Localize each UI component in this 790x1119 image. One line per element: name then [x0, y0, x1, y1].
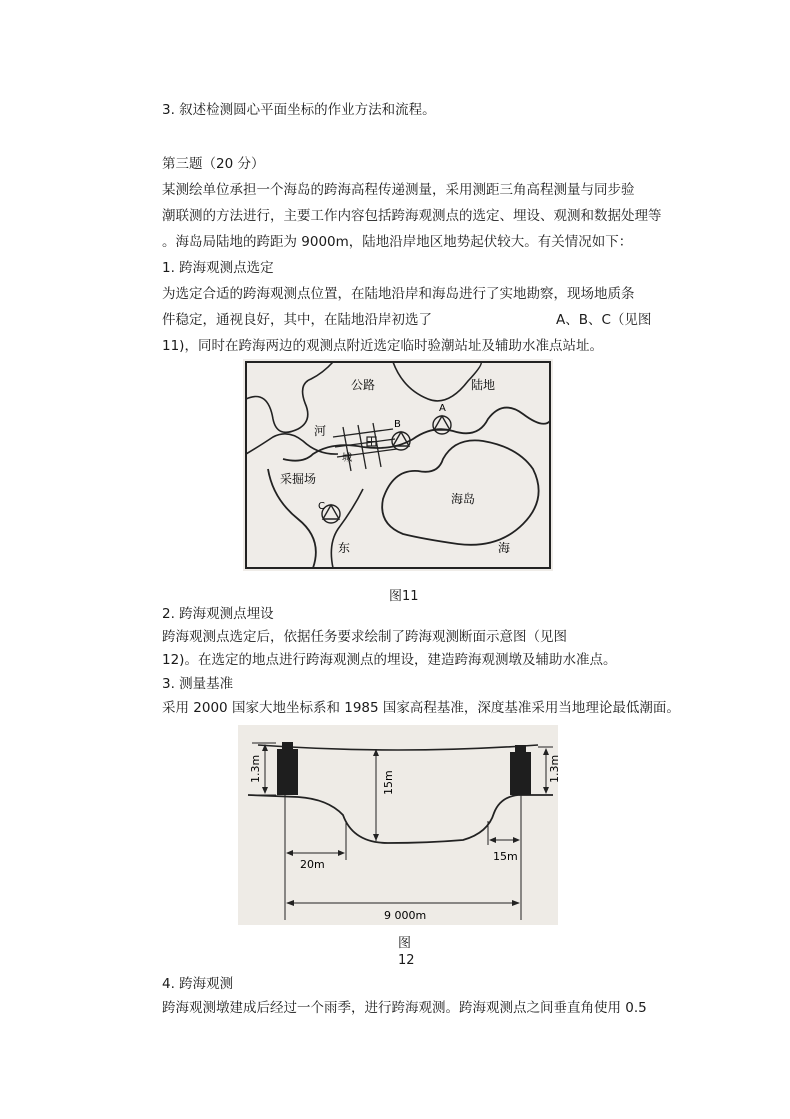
- subsection-1-line-1: 为选定合适的跨海观测点位置，在陆地沿岸和海岛进行了实地勘察，现场地质条: [162, 286, 635, 302]
- left-width-label: 20m: [300, 858, 325, 871]
- intro-line-1: 某测绘单位承担一个海岛的跨海高程传递测量，采用测距三角高程测量与同步验: [162, 182, 635, 198]
- figure-12-section: [238, 725, 561, 925]
- figure-11-map: [243, 359, 553, 571]
- intro-line-3: 。海岛局陆地的跨距为 9000m，陆地沿岸地区地势起伏较大。有关情况如下：: [162, 234, 633, 250]
- map-label-road: 公路: [351, 378, 376, 392]
- map-label-quarry: 采掘场: [280, 472, 317, 486]
- figure-11-caption: 图11: [389, 589, 419, 604]
- map-label-c: C: [318, 501, 325, 512]
- subsection-1-line-3: 11)，同时在跨海两边的观测点附近选定临时验潮站址及辅助水准点站址。: [162, 338, 603, 354]
- map-label-river: 河: [314, 424, 327, 438]
- subsection-2-line-2: 12)。在选定的地点进行跨海观测点的埋设，建造跨海观测墩及辅助水准点。: [162, 652, 617, 668]
- map-label-b: B: [394, 419, 401, 430]
- subsection-1-line-2a: 件稳定，通视良好，其中，在陆地沿岸初选了: [162, 312, 432, 328]
- question-item-3: 3. 叙述检测圆心平面坐标的作业方法和流程。: [162, 102, 436, 118]
- map-label-island: 海岛: [451, 492, 476, 506]
- map-label-town: 城: [342, 453, 352, 464]
- subsection-2-line-1: 跨海观测点选定后，依据任务要求绘制了跨海观测断面示意图（见图: [162, 629, 567, 645]
- figure-12-caption-1: 图: [398, 936, 412, 951]
- left-height-label: 1.3m: [249, 754, 262, 783]
- right-height-label: 1.3m: [548, 754, 561, 783]
- subsection-1-line-2b: A、B、C（见图: [556, 312, 652, 328]
- left-pier: [277, 749, 298, 795]
- subsection-4-title: 4. 跨海观测: [162, 976, 234, 992]
- subsection-3-line-1: 采用 2000 国家大地坐标系和 1985 国家高程基准，深度基准采用当地理论最低潮面。: [162, 700, 680, 716]
- subsection-2-title: 2. 跨海观测点埋设: [162, 606, 274, 622]
- map-label-land: 陆地: [471, 378, 496, 392]
- figure-12-caption-2: 12: [398, 953, 415, 968]
- span-label: 9 000m: [384, 909, 427, 922]
- section-title: 第三题（20 分）: [162, 156, 265, 172]
- subsection-3-title: 3. 测量基准: [162, 676, 234, 692]
- map-label-east: 东: [338, 541, 351, 555]
- right-width-label: 15m: [493, 850, 518, 863]
- depth-label: 15m: [382, 770, 395, 795]
- intro-line-2: 潮联测的方法进行，主要工作内容包括跨海观测点的选定、埋设、观测和数据处理等: [162, 208, 662, 224]
- map-label-a: A: [439, 403, 446, 414]
- right-pier: [510, 752, 531, 795]
- subsection-4-line-1: 跨海观测墩建成后经过一个雨季，进行跨海观测。跨海观测点之间垂直角使用 0.5: [162, 1000, 647, 1016]
- map-label-sea: 海: [498, 541, 511, 555]
- subsection-1-title: 1. 跨海观测点选定: [162, 260, 274, 276]
